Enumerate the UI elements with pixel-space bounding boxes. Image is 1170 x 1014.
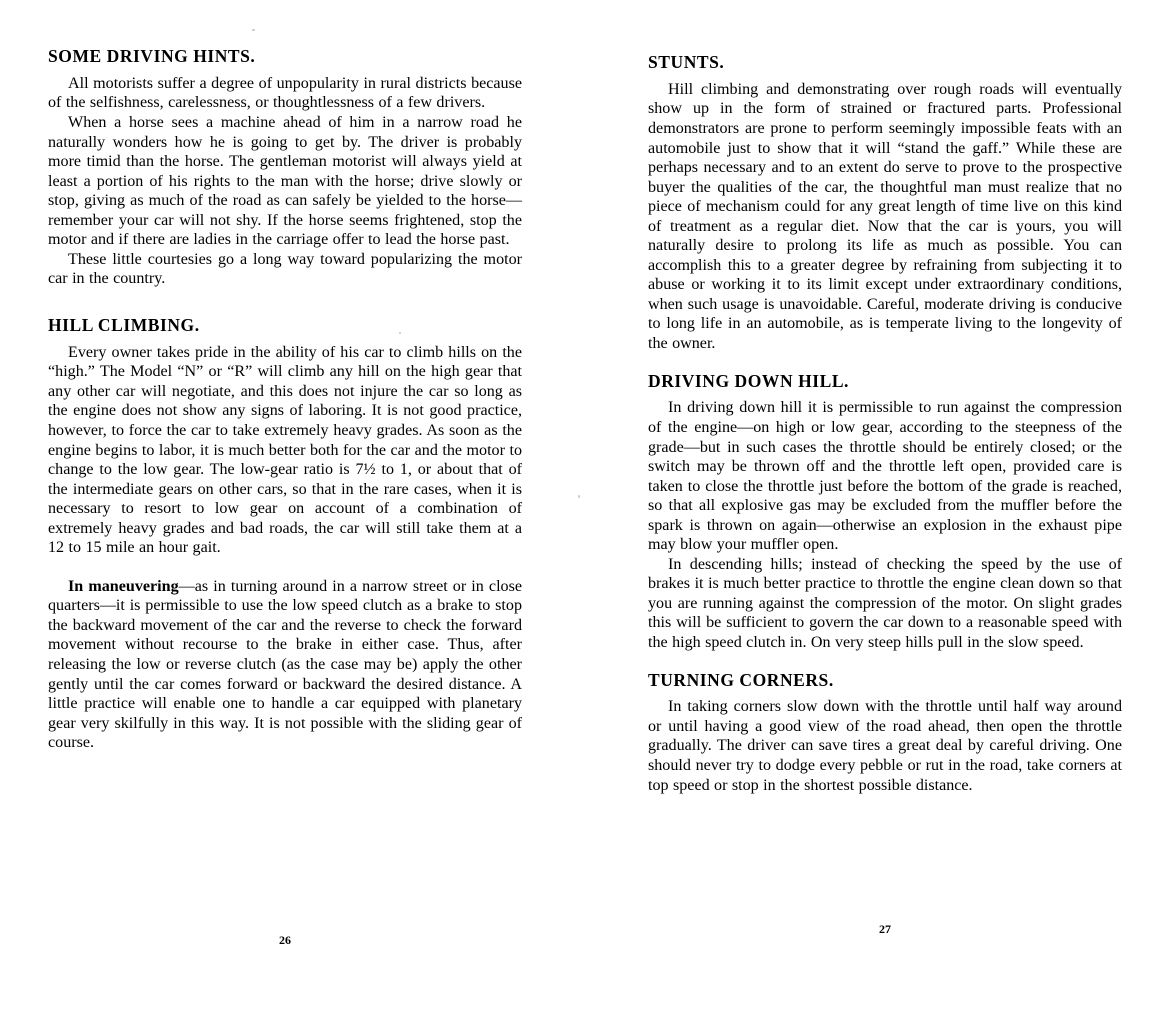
paragraph: Every owner takes pride in the ability of his car to climb hills on the “high.” The Model “N” or “R” will climb any hill on the high gear that any other car will negotiate, and this does not injure the car so long as the engine does not show any signs of laboring. It is not good practice, however, to force the car to take extremely heavy grades. As soon as the engine begins to labor, it is much better both for the car and the motor to change to the low gear. The low-gear ratio is 7½ to 1, or about that of the intermediate gears on other cars, so that in the rare cases, when it is necessary to resort to low gear on account of a combination of extremely heavy grades and bad roads, the car will still take them at a 12 to 15 mile an hour gait. <box>48 343 522 557</box>
paragraph: All motorists suffer a degree of unpopularity in rural districts because of the selfishness, carelessness, or thoughtlessness of a few drivers. <box>48 74 522 112</box>
right-page-column <box>648 0 1122 1014</box>
left-page-column <box>48 0 522 1014</box>
paragraph-lead-in-rest: —as in turning around in a narrow street or in close quarters—it is permissible to use the low speed clutch as a brake to stop the backward movement of the car and the reverse to check the forward movement without recourse to the brake in either case. Thus, after releasing the low or reverse clutch (as the case may be) apply the other gently until the car comes forward or backward the desired distance. A little practice will enable one to handle a car equipped with planetary gear very skilfully in this way. It is not possible with the sliding gear of course. <box>48 577 523 752</box>
paragraph-in-maneuvering <box>48 577 522 753</box>
paragraph: Hill climbing and demonstrating over rough roads will eventually show up in the form of strained or fractured parts. Professional demonstrators are prone to perform seemingly impossible feats with an automobile just to show that it will “stand the gaff.” While these are perhaps necessary and to an extent do serve to prove to the prospective buyer the qualities of the car, the thoughtful man must realize that no piece of mechanism could for any great length of time live on this kind of treatment as a regular diet. Now that the car is yours, you will naturally desire to prolong its life as much as possible. You can accomplish this to a greater degree by refraining from subjecting it to abuse or working it to its limit except under extraordinary conditions, when such usage is unavoidable. Careful, moderate driving is conducive to long life in an automobile, as is temperate living to the longevity of the owner. <box>648 80 1122 352</box>
heading-stunts: STUNTS. <box>648 52 725 72</box>
paragraph: In taking corners slow down with the throttle until half way around or until having a good view of the road ahead, then open the throttle gradually. The driver can save tires a great deal by careful driving. One should never try to dodge every pebble or rut in the road, take corners at top speed or stop in the shortest possible distance. <box>648 698 1122 794</box>
paragraph: When a horse sees a machine ahead of him in a narrow road he naturally wonders how he is going to get by. The driver is probably more timid than the horse. The gentleman motorist will always yield at least a portion of his rights to the man with the horse; drive slowly or stop, giving as much of the road as can safely be yielded to the horse—remember your car will not shy. If the horse seems frightened, stop the motor and if there are ladies in the carriage offer to lead the horse past. <box>48 113 522 249</box>
heading-turning-corners: TURNING CORNERS. <box>648 669 834 690</box>
page-number-right: 27 <box>879 922 891 936</box>
paragraph-lead-in-bold: In maneuvering <box>68 577 179 595</box>
paragraph: These little courtesies go a long way toward popularizing the motor car in the country. <box>48 250 522 288</box>
heading-hill-climbing: HILL CLIMBING. <box>48 314 200 335</box>
heading-some-driving-hints: SOME DRIVING HINTS. <box>48 46 256 66</box>
paragraph: In driving down hill it is permissible to run against the compression of the engine—on high or low gear, according to the steepness of the grade—but in such cases the throttle should be entirely closed; or the switch may be thrown off and the throttle left open, provided care is taken to close the throttle just before the bottom of the grade is reached, so that all explosive gas may be excluded from the muffler before the spark is thrown on again—otherwise an explosion in the exhaust pipe may blow your muffler open. <box>648 399 1122 554</box>
left-page-text-block <box>48 46 522 753</box>
heading-driving-down-hill: DRIVING DOWN HILL. <box>648 370 849 391</box>
right-page-text-block <box>648 52 1122 795</box>
scan-speck <box>578 495 580 498</box>
paragraph: In descending hills; instead of checking the speed by the use of brakes it is much better practice to throttle the engine clean down so that you are running against the compression of the motor. On slight grades this will be sufficient to govern the car down to a reasonable speed with the high speed clutch in. On very steep hills pull in the slow speed. <box>648 555 1122 651</box>
page-number-left: 26 <box>279 933 291 947</box>
